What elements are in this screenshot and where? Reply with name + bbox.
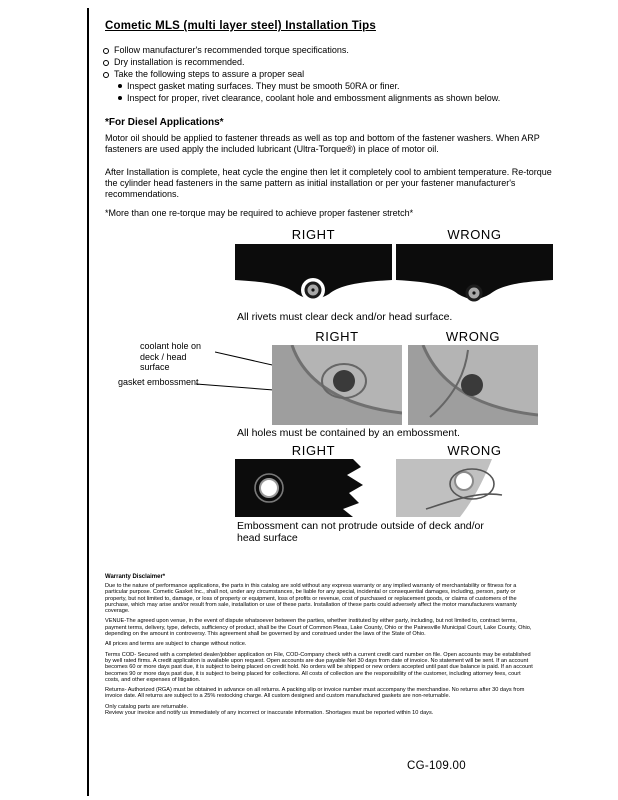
embossment-protrusion-right-diagram <box>235 459 392 517</box>
list-sub-item <box>118 80 555 92</box>
row3-caption: Embossment can not protrude outside of deck and/or head surface <box>237 520 484 544</box>
bullet-text: Follow manufacturer's recommended torque specifications. <box>114 45 349 55</box>
diesel-paragraph-1: Motor oil should be applied to fastener threads as well as top and bottom of the fastener washers. When ARP fasteners are used apply the included lubricant (Ultra-Torque®) in place of motor oil. <box>105 133 540 154</box>
deck-surface-shape <box>235 459 363 517</box>
disclaimer-paragraph: All prices and terms are subject to change without notice. <box>105 641 247 648</box>
filled-bullet-icon <box>118 84 122 88</box>
disclaimer-paragraph: Due to the nature of performance applications, the parts in this catalog are sold without any express warranty or any implied warranty of merchantability or fitness for a particular purpose. Cometic Gasket Inc., shall not, under any circumstances, be liable for any special, incidental or consequential damages, including, person, party or property, but not limited to, damage, or loss of property or equipment, loss of profits or revenue, cost of purchased or replacement goods, or claims of customers of the purchase, which may arise and/or result from sale, installation or use of these parts. Installation of these parts could adversely affect the motor manufacturers warranty coverage. <box>105 583 517 615</box>
deck-surface-shape <box>396 459 492 517</box>
page-title: Cometic MLS (multi layer steel) Installation Tips <box>105 20 376 32</box>
diesel-applications-heading: *For Diesel Applications* <box>105 117 224 128</box>
tips-list <box>103 44 555 104</box>
disclaimer-paragraph: Only catalog parts are returnable. <box>105 703 189 710</box>
page-number: CG-109.00 <box>407 760 466 772</box>
rivet-clearance-wrong-diagram <box>396 244 553 307</box>
list-item <box>103 56 555 68</box>
bullet-text: Inspect gasket mating surfaces. They must be smooth 50RA or finer. <box>127 81 400 91</box>
bullet-text: Take the following steps to assure a proper seal <box>114 69 305 79</box>
row2-wrong-label: WRONG <box>445 329 501 344</box>
list-item <box>103 44 555 56</box>
row2-right-label: RIGHT <box>315 329 359 344</box>
bolt-hole-icon <box>260 479 278 497</box>
row1-wrong-label: WRONG <box>447 227 502 242</box>
bullet-text: Inspect for proper, rivet clearance, coolant hole and embossment alignments as shown below. <box>127 93 501 103</box>
embossment-containment-right-diagram <box>272 345 402 425</box>
bolt-hole-icon <box>455 472 473 490</box>
rivet-center-dot <box>311 288 314 291</box>
open-bullet-icon <box>103 72 109 78</box>
row3-wrong-label: WRONG <box>447 443 502 458</box>
row2-caption: All holes must be contained by an embossment. <box>237 427 460 439</box>
list-sub-item <box>118 92 555 104</box>
page-border-rule <box>87 8 89 796</box>
open-bullet-icon <box>103 60 109 66</box>
disclaimer-paragraph: Returns- Authorized (RGA) must be obtained in advance on all returns. A packing slip or invoice number must accompany the merchandise. No returns after 30 days from invoice date. All returns are subject to a 25% restocking charge. All custom designed and custom manufactured gaskets are non-returnable. <box>105 687 525 700</box>
list-item <box>103 68 555 80</box>
disclaimer-paragraph: Terms COD- Secured with a completed dealer/jobber application on File, COD-Company check with a current credit card number on file. Open accounts may be established by well rated firms. A credit application is available upon request. Open accounts are due payable Net 30 days from date of invoice. No statement will be sent. If an account becomes 60 or more days past due, it is subject to being placed on credit hold. No orders will be shipped or new orders accepted until past due balance is paid. If an account becomes 90 or more days past due, it is subject to being placed for collections. All costs of collection are the responsibility of the customer, including attorney fees, court costs, and other expenses of litigation. <box>105 651 533 683</box>
embossment-containment-wrong-diagram <box>408 345 538 425</box>
bullet-text: Dry installation is recommended. <box>114 57 245 67</box>
coolant-hole-icon <box>333 370 355 392</box>
disclaimer-paragraph: VENUE-The agreed upon venue, in the event of dispute whatsoever between the parties, whether instituted by either party, including, but not limited to, contract terms, payment terms, delivery, type, defects, sufficiency of product, shall be the Court of Common Pleas, Lake County, Ohio or the Painesville Municipal Court, Lake County, Ohio, depending on the amount in controversy. This agreement shall be governed by and construed under the laws of the State of Ohio. <box>105 618 532 638</box>
coolant-hole-label: coolant hole on deck / head surface <box>140 341 202 372</box>
rivet-center-dot <box>472 291 475 294</box>
coolant-hole-icon <box>461 374 483 396</box>
retorque-note: *More than one re-torque may be required to achieve proper fastener stretch* <box>105 208 414 218</box>
row1-caption: All rivets must clear deck and/or head surface. <box>237 311 453 323</box>
filled-bullet-icon <box>118 96 122 100</box>
gasket-embossment-label: gasket embossment <box>118 377 199 387</box>
diesel-paragraph-2: After Installation is complete, heat cycle the engine then let it completely cool to ambient temperature. Re-torque the cylinder head fasteners in the same pattern as initial installation or per your fastener manufacturer's recommendations. <box>105 167 552 199</box>
row1-right-label: RIGHT <box>291 227 336 242</box>
disclaimer-heading: Warranty Disclaimer* <box>105 574 166 580</box>
open-bullet-icon <box>103 48 109 54</box>
row3-right-label: RIGHT <box>291 443 336 458</box>
disclaimer-paragraph: Review your invoice and notify us immediately of any incorrect or inaccurate information. Shortages must be reported within 10 days. <box>105 710 434 717</box>
disclaimer-block <box>105 583 533 720</box>
rivet-clearance-right-diagram <box>235 244 392 307</box>
embossment-protrusion-wrong-diagram <box>396 459 553 517</box>
